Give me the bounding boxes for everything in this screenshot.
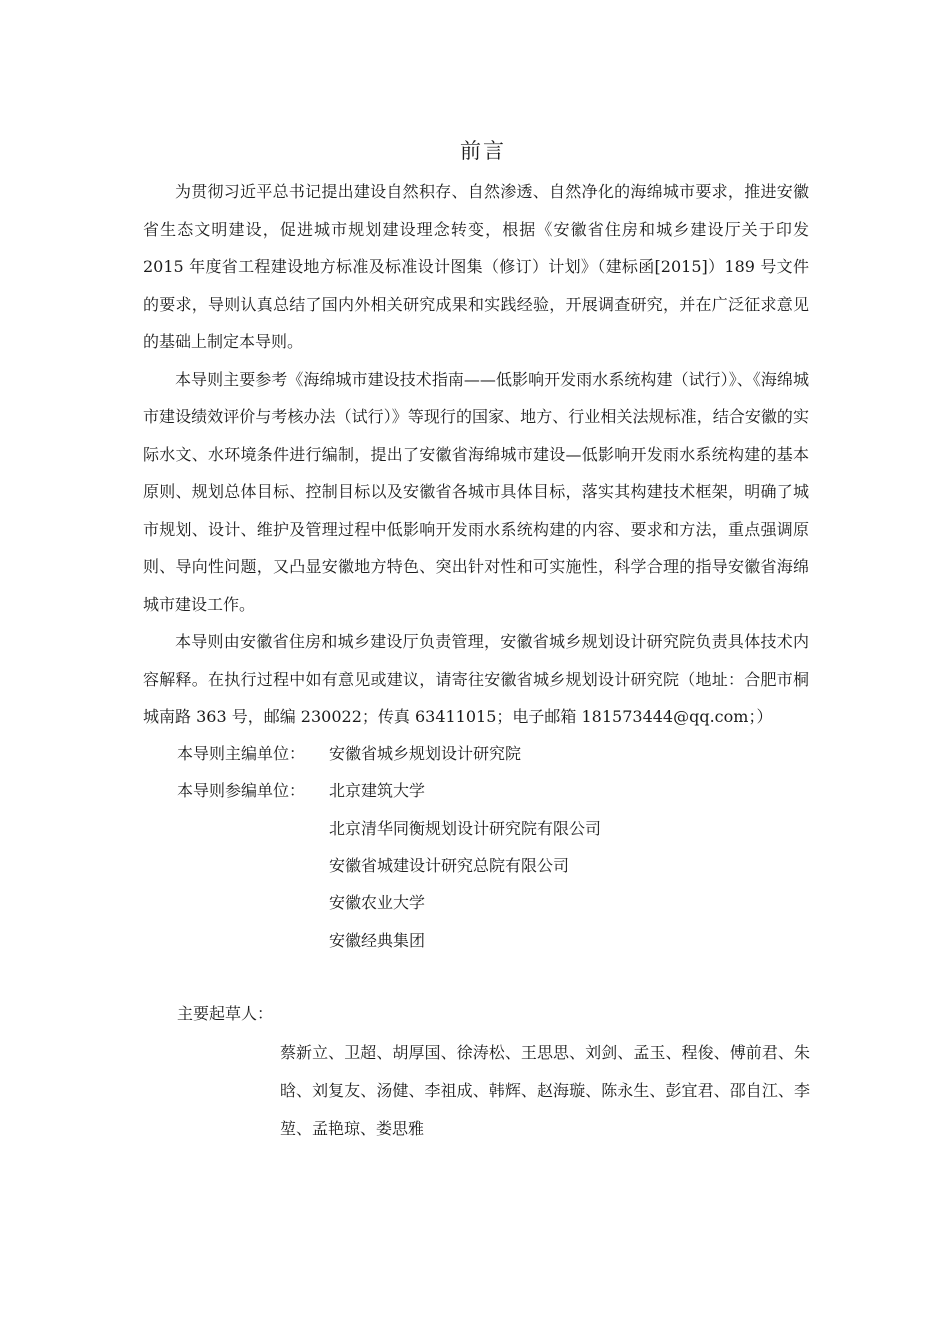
preface-paragraph-3: 本导则由安徽省住房和城乡建设厅负责管理，安徽省城乡规划设计研究院负责具体技术内容解释。在执行过程中如有意见或建议，请寄往安徽省城乡规划设计研究院（地址：合肥市桐城南路 363 号，邮编 230022；传真 63411015；电子邮箱 181573444@qq.com；） [143, 632, 809, 726]
participating-unit-item: 安徽农业大学 [329, 893, 426, 912]
chief-unit-row [177, 742, 521, 766]
chief-unit-value: 安徽省城乡规划设计研究院 [329, 744, 522, 763]
participating-unit-item: 安徽经典集团 [329, 931, 426, 950]
drafters-label: 主要起草人： [177, 1004, 274, 1023]
chief-unit-label: 本导则主编单位： [177, 744, 306, 763]
preface-paragraph-1: 为贯彻习近平总书记提出建设自然积存、自然渗透、自然净化的海绵城市要求，推进安徽省生态文明建设，促进城市规划建设理念转变，根据《安徽省住房和城乡建设厅关于印发 2015 年度省工程建设地方标准及标准设计图集（修订）计划》（建标函[2015]）189 号文件的要求，导则认真总结了国内外相关研究成果和实践经验，开展调查研究，并在广泛征求意见的基础上制定本导则。 [143, 182, 809, 351]
participating-unit-item: 北京清华同衡规划设计研究院有限公司 [329, 819, 602, 838]
page-title: 前言 [460, 139, 506, 163]
participating-unit-item: 北京建筑大学 [329, 781, 426, 800]
participating-units-label: 本导则参编单位： [177, 781, 306, 800]
participating-units-row [177, 779, 425, 803]
drafters-names: 蔡新立、卫超、胡厚国、徐涛松、王思思、刘剑、孟玉、程俊、傅前君、朱晗、刘复友、汤健、李祖成、韩辉、赵海璇、陈永生、彭宜君、邵自江、李堃、孟艳琼、娄思雅 [280, 1043, 810, 1138]
participating-unit-item: 安徽省城建设计研究总院有限公司 [329, 856, 570, 875]
preface-body [143, 173, 809, 736]
preface-paragraph-2: 本导则主要参考《海绵城市建设技术指南——低影响开发雨水系统构建（试行）》、《海绵城市建设绩效评价与考核办法（试行）》等现行的国家、地方、行业相关法规标准，结合安徽的实际水文、水环境条件进行编制，提出了安徽省海绵城市建设—低影响开发雨水系统构建的基本原则、规划总体目标、控制目标以及安徽省各城市具体目标，落实其构建技术框架，明确了城市规划、设计、维护及管理过程中低影响开发雨水系统构建的内容、要求和方法，重点强调原则、导向性问题，又凸显安徽地方特色、突出针对性和可实施性，科学合理的指导安徽省海绵城市建设工作。 [143, 369, 809, 614]
